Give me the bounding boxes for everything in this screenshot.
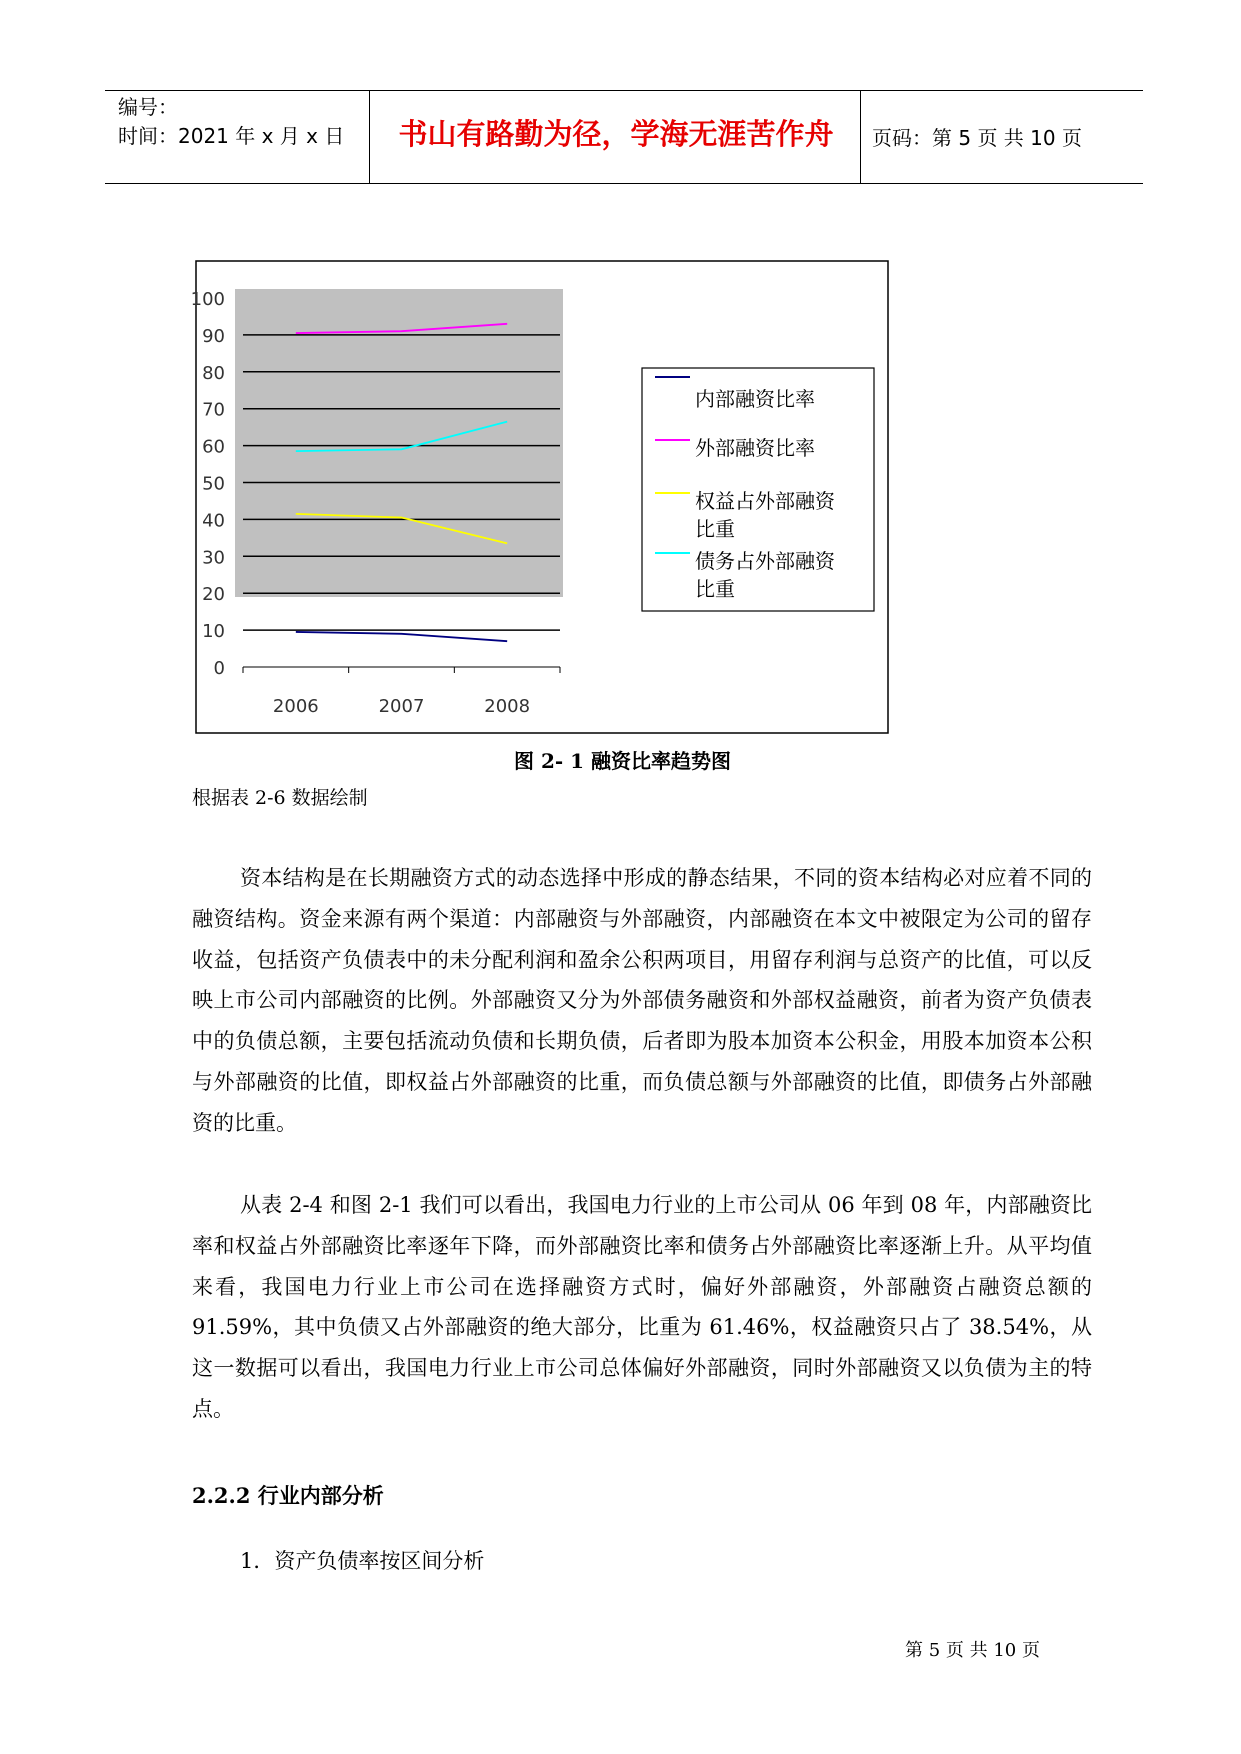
y-tick-label: 20 (202, 584, 225, 606)
body-paragraph-2 (192, 1185, 1092, 1430)
legend-label: 债务占外部融资 (695, 549, 835, 573)
legend-label: 比重 (695, 577, 735, 601)
paragraph-text: 资本结构是在长期融资方式的动态选择中形成的静态结果，不同的资本结构必对应着不同的融资结构。资金来源有两个渠道：内部融资与外部融资，内部融资在本文中被限定为公司的留存收益，包括资产负债表中的未分配利润和盈余公积两项目，用留存利润与总资产的比值，可以反映上市公司内部融资的比例。外部融资又分为外部债务融资和外部权益融资，前者为资产负债表中的负债总额，主要包括流动负债和长期负债，后者即为股本加资本公积金，用股本加资本公积与外部融资的比值，即权益占外部融资的比重，而负债总额与外部融资的比值，即债务占外部融资的比重。 (192, 866, 1092, 1135)
figure-caption (0, 745, 1241, 774)
y-tick-label: 50 (202, 473, 225, 495)
figure-source-note: 根据表 2-6 数据绘制 (192, 787, 368, 809)
header-motto: 书山有路勤为径，学海无涯苦作舟 (398, 117, 834, 151)
x-tick-label: 2006 (272, 696, 319, 717)
y-tick-label: 60 (202, 436, 225, 458)
header-top-rule (105, 90, 1143, 91)
header-meta (118, 93, 344, 151)
serial-number-label: 编号： (118, 95, 178, 119)
header-bottom-rule (105, 183, 1143, 184)
y-tick-label: 40 (202, 510, 225, 532)
y-tick-label: 90 (202, 325, 225, 347)
header-divider-right (860, 90, 861, 183)
page-footer: 第 5 页 共 10 页 (905, 1640, 1040, 1661)
list-item: 1．资产负债率按区间分析 (240, 1549, 485, 1573)
header-page-number: 页码：第 5 页 共 10 页 (872, 126, 1082, 150)
y-tick-label: 0 (213, 658, 225, 679)
financing-ratio-chart (190, 260, 890, 734)
legend-label: 比重 (695, 517, 735, 541)
paragraph-text: 从表 2-4 和图 2-1 我们可以看出，我国电力行业的上市公司从 06 年到 08 年，内部融资比率和权益占外部融资比率逐年下降，而外部融资比率和债务占外部融资比率逐渐上升。从平均值来看，我国电力行业上市公司在选择融资方式时，偏好外部融资，外部融资占融资总额的 91.59%，其中负债又占外部融资的绝大部分，比重为 61.46%，权益融资只占了 38.54%，从这一数据可以看出，我国电力行业上市公司总体偏好外部融资，同时外部融资又以负债为主的特点。 (192, 1193, 1092, 1421)
legend-label: 内部融资比率 (695, 387, 815, 411)
x-tick-label: 2008 (484, 696, 531, 717)
section-heading: 2.2.2 行业内部分析 (192, 1483, 384, 1508)
y-tick-label: 80 (202, 362, 225, 384)
time-label: 时间：2021 年 x 月 x 日 (118, 124, 345, 148)
body-paragraph-1 (192, 858, 1092, 1144)
y-tick-label: 30 (202, 547, 225, 569)
header-divider-left (369, 90, 370, 183)
y-tick-label: 10 (202, 621, 225, 643)
legend-label: 权益占外部融资 (695, 489, 835, 513)
x-tick-label: 2007 (378, 696, 425, 717)
figure-caption-text: 图 2- 1 融资比率趋势图 (513, 749, 732, 773)
y-tick-label: 70 (202, 399, 225, 421)
y-tick-label: 100 (190, 289, 225, 310)
legend-label: 外部融资比率 (695, 436, 815, 460)
